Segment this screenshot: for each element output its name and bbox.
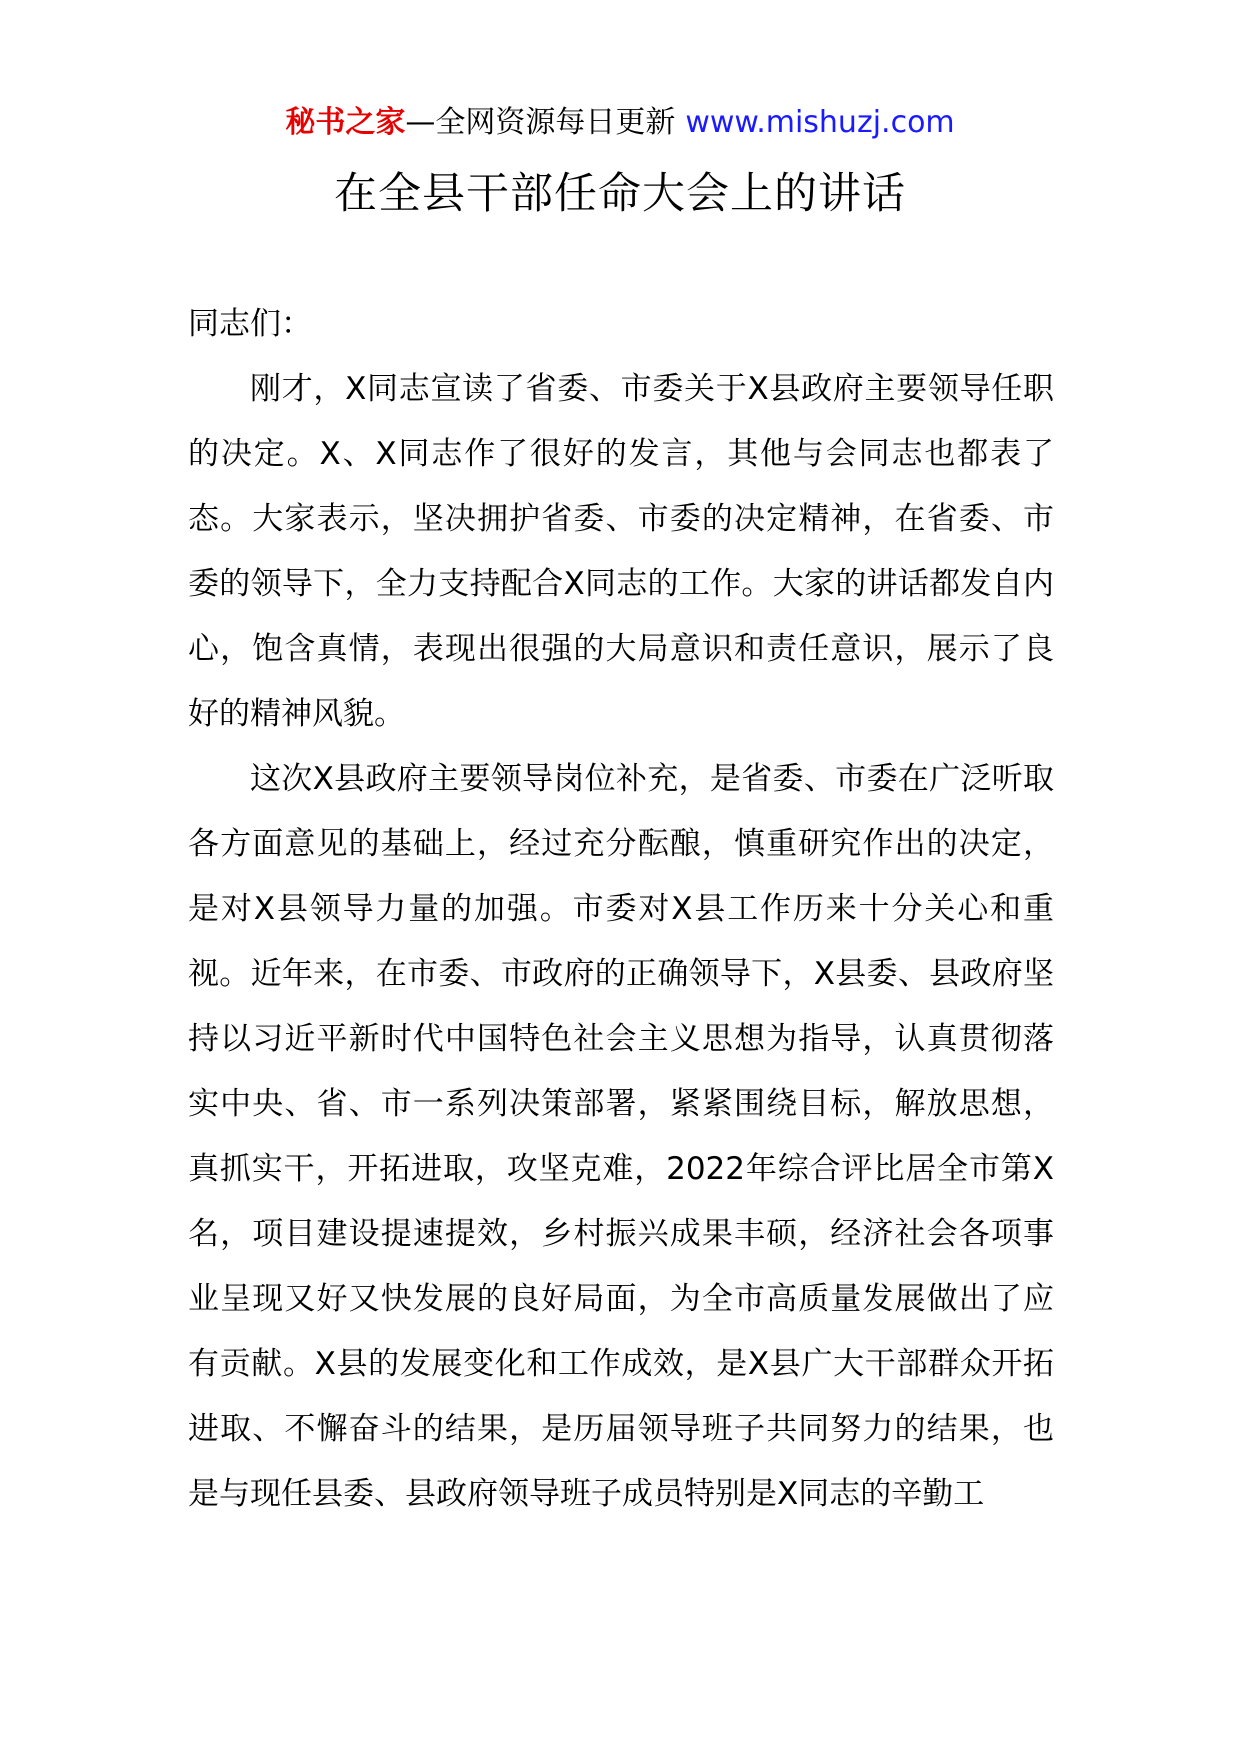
header-tagline: —全网资源每日更新	[405, 105, 676, 140]
document-body	[188, 292, 1054, 1527]
site-header	[0, 102, 1240, 144]
site-url-link[interactable]: www.mishuzj.com	[685, 105, 955, 140]
document-title: 在全县干部任命大会上的讲话	[334, 169, 906, 219]
salutation: 同志们：	[188, 306, 312, 342]
paragraph-1: 刚才，X同志宣读了省委、市委关于X县政府主要领导任职的决定。X、X同志作了很好的发言，其他与会同志也都表了态。大家表示，坚决拥护省委、市委的决定精神，在省委、市委的领导下，全力支持配合X同志的工作。大家的讲话都发自内心，饱含真情，表现出很强的大局意识和责任意识，展示了良好的精神风貌。	[188, 371, 1054, 732]
brand-name: 秘书之家	[285, 105, 406, 140]
paragraph-2: 这次X县政府主要领导岗位补充，是省委、市委在广泛听取各方面意见的基础上，经过充分酝酿，慎重研究作出的决定，是对X县领导力量的加强。市委对X县工作历来十分关心和重视。近年来，在市委、市政府的正确领导下，X县委、县政府坚持以习近平新时代中国特色社会主义思想为指导，认真贯彻落实中央、省、市一系列决策部署，紧紧围绕目标，解放思想，真抓实干，开拓进取，攻坚克难，2022年综合评比居全市第X名，项目建设提速提效，乡村振兴成果丰硕，经济社会各项事业呈现又好又快发展的良好局面，为全市高质量发展做出了应有贡献。X县的发展变化和工作成效，是X县广大干部群众开拓进取、不懈奋斗的结果，是历届领导班子共同努力的结果，也是与现任县委、县政府领导班子成员特别是X同志的辛勤工	[188, 761, 1054, 1512]
